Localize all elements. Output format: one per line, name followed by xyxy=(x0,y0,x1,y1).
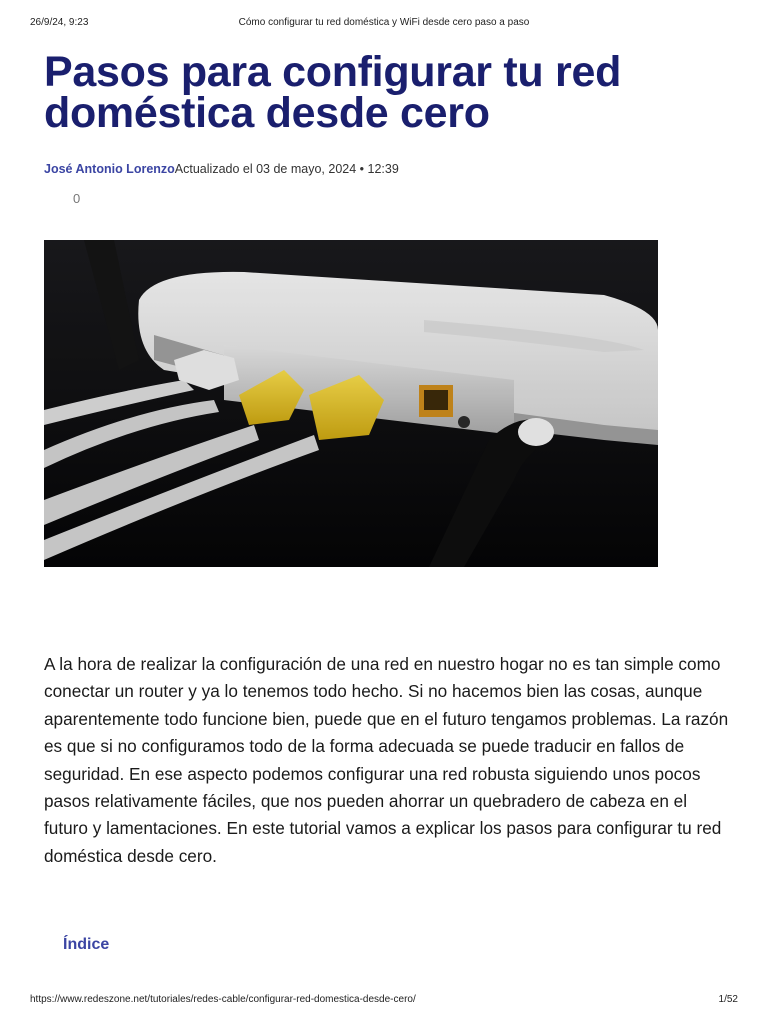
byline xyxy=(44,162,399,176)
article-title: Pasos para configurar tu red doméstica desde cero xyxy=(44,48,622,137)
hero-image xyxy=(44,240,658,567)
print-url: https://www.redeszone.net/tutoriales/redes-cable/configurar-red-domestica-desde-cero/ xyxy=(30,994,416,1005)
index-link[interactable]: Índice xyxy=(63,936,110,953)
print-doc-title: Cómo configurar tu red doméstica y WiFi desde cero paso a paso xyxy=(238,17,530,28)
print-header xyxy=(30,17,738,31)
print-footer xyxy=(30,994,738,1008)
updated-date: Actualizado el 03 de mayo, 2024 • 12:39 xyxy=(174,162,399,176)
router-image xyxy=(44,240,658,567)
page-number: 1/52 xyxy=(718,994,738,1005)
comments-count[interactable]: 0 xyxy=(73,191,81,206)
print-date: 26/9/24, 9:23 xyxy=(30,17,89,28)
intro-paragraph: A la hora de realizar la configuración de una red en nuestro hogar no es tan simple como conectar un router y ya lo tenemos todo hecho. Si no hacemos bien las cosas, aunque aparentemente todo funcione bien, puede que en el futuro tengamos problemas. La razón es que si no configuramos todo de la forma adecuada se puede traducir en fallos de seguridad. En ese aspecto podemos configurar una red robusta siguiendo unos pocos pasos relativamente fáciles, que nos pueden ahorrar un quebradero de cabeza en el futuro y lamentaciones. En este tutorial vamos a explicar los pasos para configurar tu red doméstica desde cero. xyxy=(44,654,729,866)
author-link[interactable]: José Antonio Lorenzo xyxy=(44,162,175,176)
